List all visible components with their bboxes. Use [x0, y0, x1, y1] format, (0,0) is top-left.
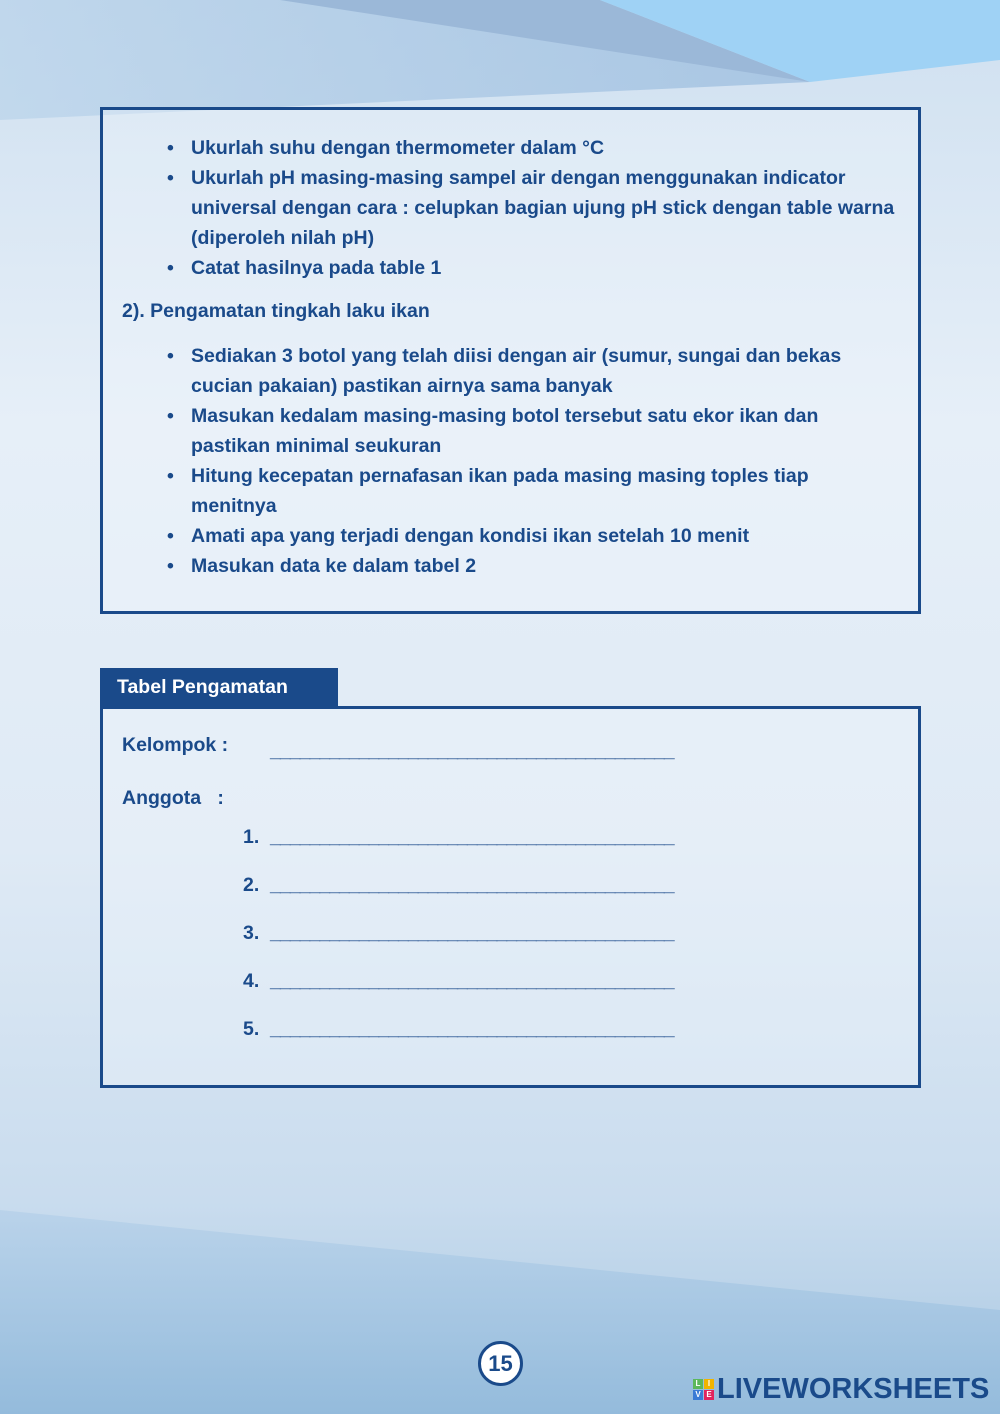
member-number: 5. [243, 1018, 260, 1040]
anggota-label: Anggota : [122, 787, 224, 809]
logo-letter: E [704, 1390, 714, 1400]
member-field[interactable]: _________________________________________ [270, 922, 674, 944]
member-number: 3. [243, 922, 260, 944]
steps-list-1 [165, 133, 895, 283]
liveworksheets-logo [693, 1373, 989, 1406]
list-item: • Masukan data ke dalam tabel 2 [165, 551, 895, 581]
logo-letter: L [693, 1379, 703, 1389]
logo-letter: I [704, 1379, 714, 1389]
member-field[interactable]: _________________________________________ [270, 970, 674, 992]
logo-text: LIVEWORKSHEETS [717, 1373, 990, 1405]
list-item: • Hitung kecepatan pernafasan ikan pada masing masing toples tiap menitnya [165, 461, 895, 521]
table-tab-title: Tabel Pengamatan [100, 668, 338, 708]
list-item: • Catat hasilnya pada table 1 [165, 253, 895, 283]
page-number: 15 [478, 1341, 523, 1386]
list-item: • Sediakan 3 botol yang telah diisi dengan air (sumur, sungai dan bekas cucian pakaian) pastikan airnya sama banyak [165, 341, 895, 401]
member-number: 2. [243, 874, 260, 896]
kelompok-field[interactable]: _________________________________________ [270, 740, 674, 762]
member-number: 1. [243, 826, 260, 848]
member-number: 4. [243, 970, 260, 992]
section-heading: 2). Pengamatan tingkah laku ikan [122, 300, 430, 322]
list-item: • Amati apa yang terjadi dengan kondisi ikan setelah 10 menit [165, 521, 895, 551]
instructions-box [100, 107, 921, 614]
steps-list-2 [165, 341, 895, 581]
list-item: • Masukan kedalam masing-masing botol tersebut satu ekor ikan dan pastikan minimal seukuran [165, 401, 895, 461]
member-field[interactable]: _________________________________________ [270, 1018, 674, 1040]
logo-icon [693, 1379, 714, 1400]
list-item: • Ukurlah pH masing-masing sampel air dengan menggunakan indicator universal dengan cara : celupkan bagian ujung pH stick dengan table warna (diperoleh nilah pH) [165, 163, 895, 253]
list-item: • Ukurlah suhu dengan thermometer dalam °C [165, 133, 895, 163]
logo-letter: V [693, 1390, 703, 1400]
member-field[interactable]: _________________________________________ [270, 826, 674, 848]
kelompok-label: Kelompok : [122, 734, 229, 756]
member-field[interactable]: _________________________________________ [270, 874, 674, 896]
